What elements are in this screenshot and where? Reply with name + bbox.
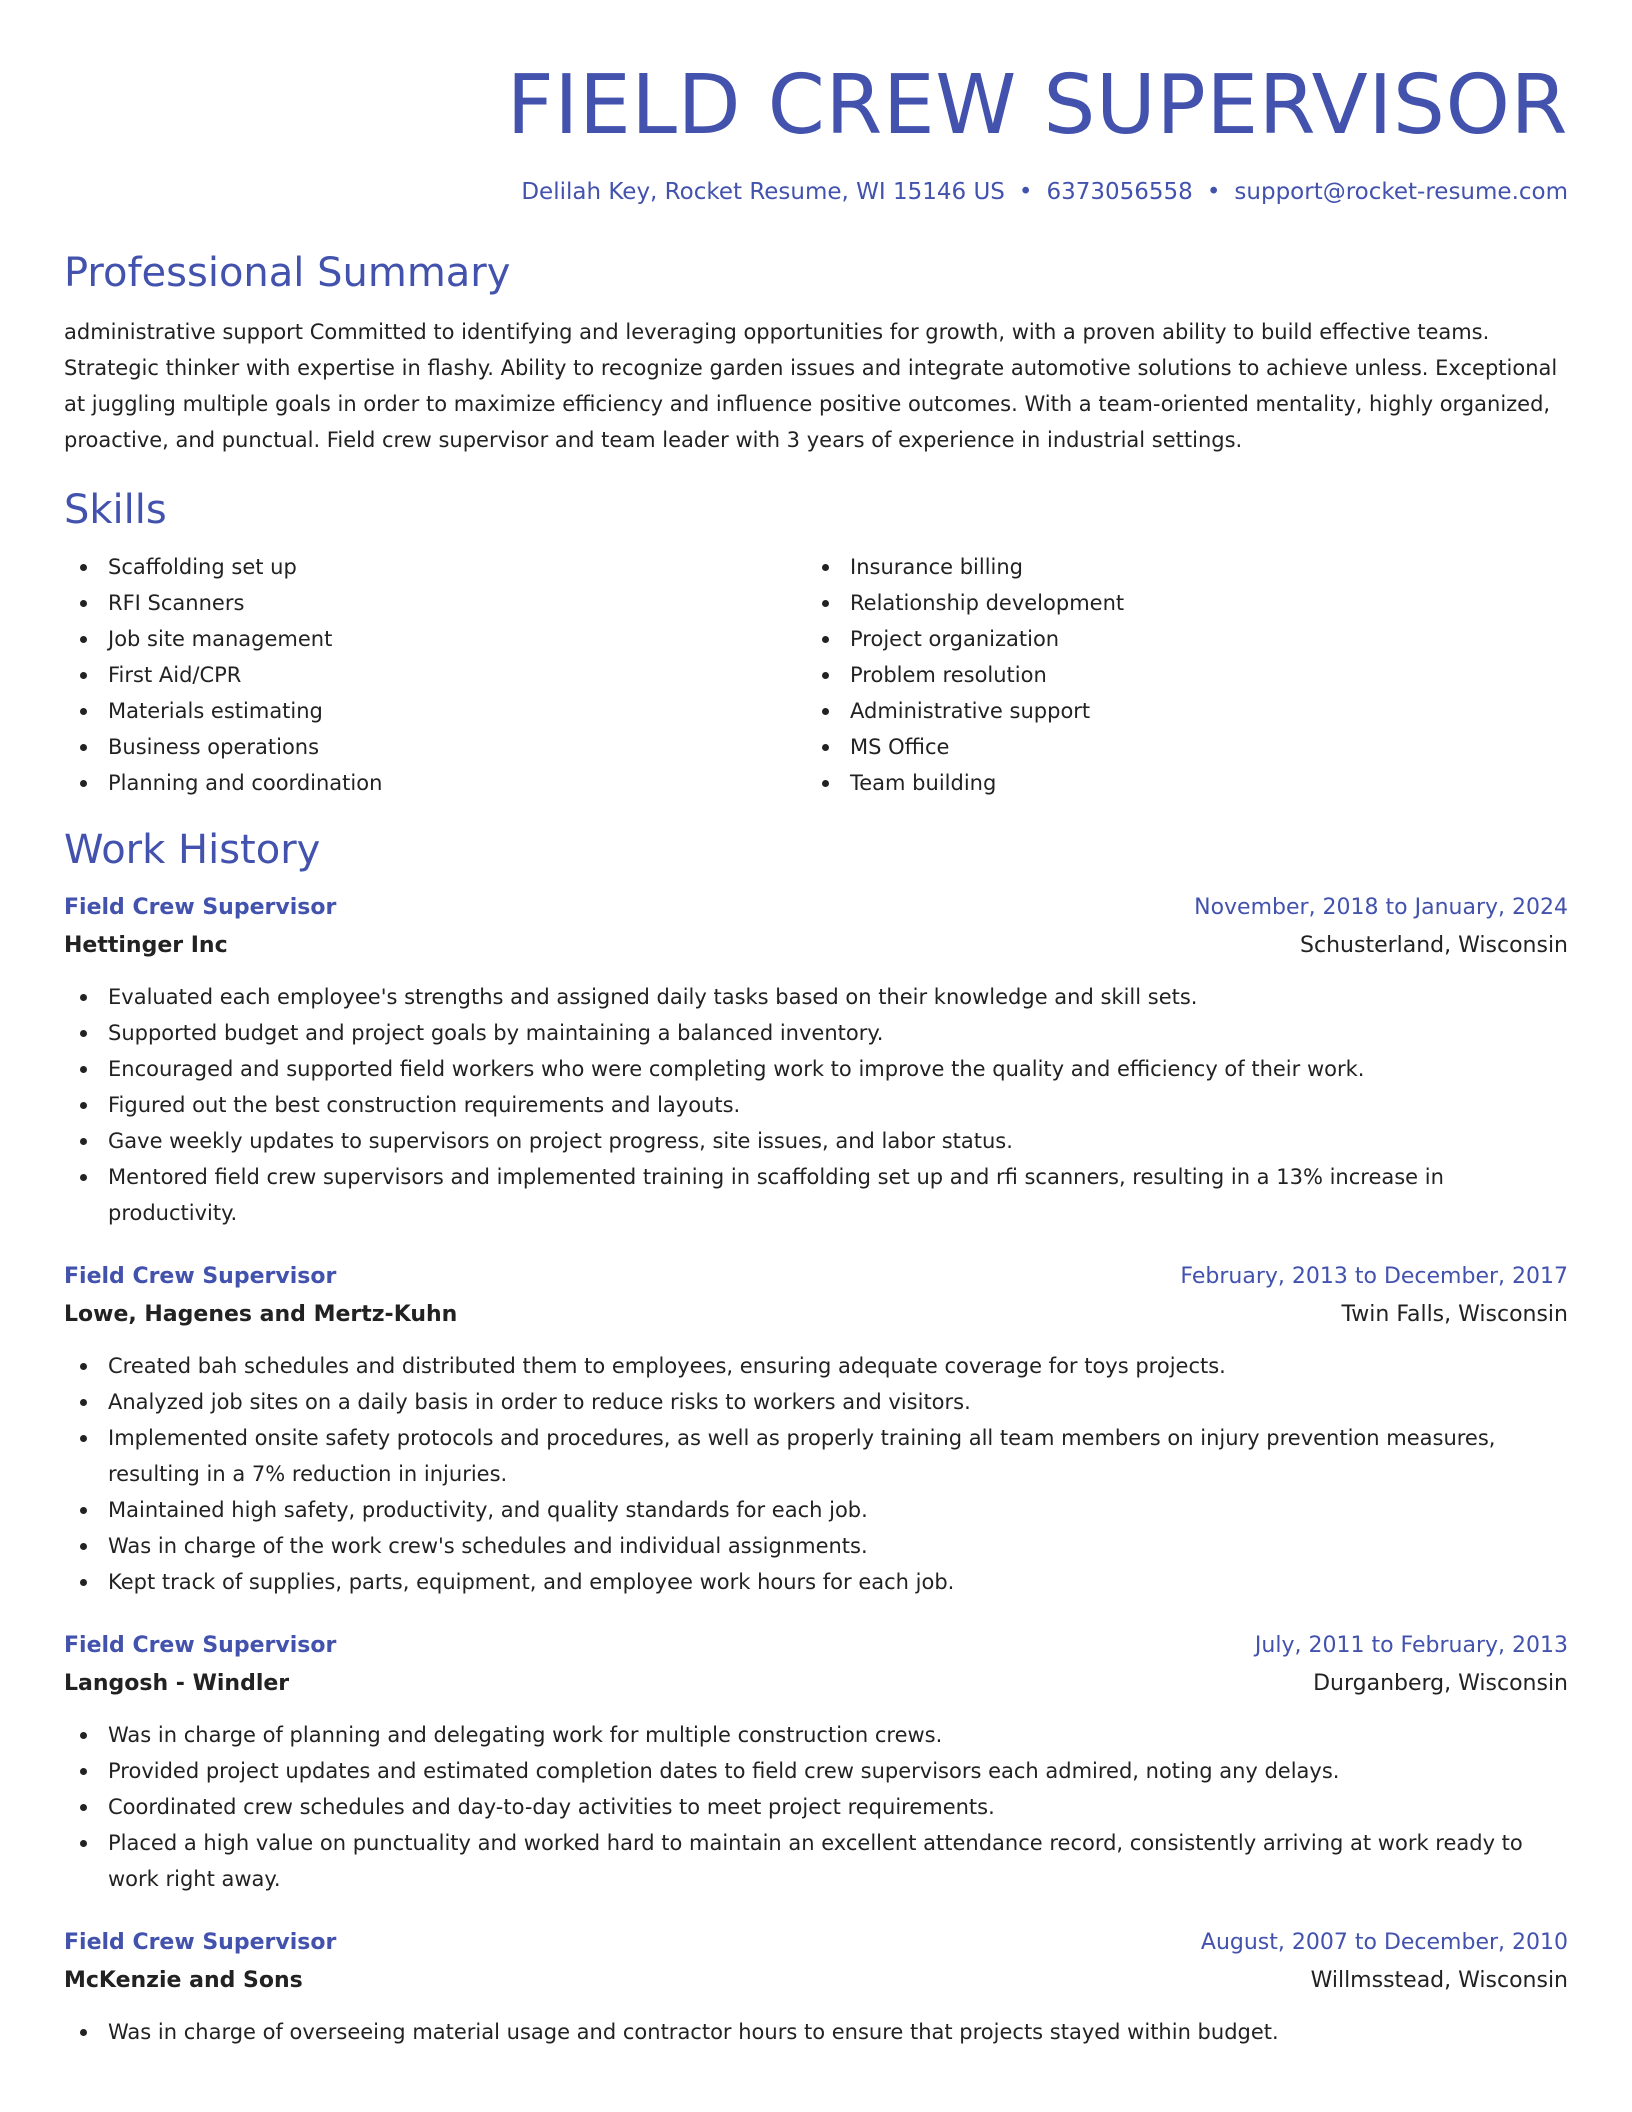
skill-item: MS Office <box>806 729 1548 765</box>
job-company-row <box>64 1962 1568 2000</box>
resume-name-heading: FIELD CREW SUPERVISOR <box>506 58 1568 153</box>
job-bullet: Maintained high safety, productivity, and quality standards for each job. <box>64 1492 1568 1528</box>
skills-columns <box>64 549 1568 801</box>
job-title: Field Crew Supervisor <box>64 1633 337 1658</box>
job-location: Durganberg, Wisconsin <box>1313 1671 1568 1696</box>
job-title: Field Crew Supervisor <box>64 895 337 920</box>
job-title: Field Crew Supervisor <box>64 1930 337 1955</box>
skill-item: Materials estimating <box>64 693 806 729</box>
job-company: McKenzie and Sons <box>64 1968 303 1993</box>
job-bullets <box>64 1717 1568 1897</box>
skill-item: RFI Scanners <box>64 585 806 621</box>
job-dates: August, 2007 to December, 2010 <box>1200 1930 1568 1955</box>
skill-item: Job site management <box>64 621 806 657</box>
job-dates: July, 2011 to February, 2013 <box>1254 1633 1568 1658</box>
job-bullet: Placed a high value on punctuality and worked hard to maintain an excellent attendance record, consistently arriving at work ready to work right away. <box>64 1825 1568 1897</box>
work-history-section-title: Work History <box>64 827 321 873</box>
job-company: Hettinger Inc <box>64 933 228 958</box>
summary-text: administrative support Committed to identifying and leveraging opportunities for growth, with a proven ability to build effective teams. Strategic thinker with expertise in flashy. Ability to recognize garden issues and integrate automotive solutions to achieve unless. Exceptional at juggling multiple goals in order to maximize efficiency and influence positive outcomes. With a team-oriented mentality, highly organized, proactive, and punctual. Field crew supervisor and team leader with 3 years of experience in industrial settings. <box>64 320 1558 452</box>
job-bullet: Kept track of supplies, parts, equipment, and employee work hours for each job. <box>64 1564 1568 1600</box>
job-header-row <box>64 1258 1568 1296</box>
job-bullets <box>64 2014 1568 2050</box>
job-entry <box>64 889 1568 1231</box>
contact-address: Delilah Key, Rocket Resume, WI 15146 US <box>521 179 1005 205</box>
job-company-row <box>64 1296 1568 1334</box>
job-company-row <box>64 927 1568 965</box>
job-bullet: Supported budget and project goals by maintaining a balanced inventory. <box>64 1015 1568 1051</box>
job-title: Field Crew Supervisor <box>64 1264 337 1289</box>
job-location: Twin Falls, Wisconsin <box>1341 1302 1568 1327</box>
skills-left-list <box>64 549 806 801</box>
job-company-row <box>64 1665 1568 1703</box>
job-location: Schusterland, Wisconsin <box>1300 933 1568 958</box>
job-company: Langosh - Windler <box>64 1671 290 1696</box>
job-entry <box>64 1924 1568 2050</box>
job-bullet: Evaluated each employee's strengths and assigned daily tasks based on their knowledge and skill sets. <box>64 979 1568 1015</box>
contact-line <box>64 176 1568 208</box>
contact-separator: • <box>1018 179 1033 205</box>
job-bullet: Implemented onsite safety protocols and procedures, as well as properly training all team members on injury prevention measures, resulting in a 7% reduction in injuries. <box>64 1420 1568 1492</box>
job-bullet: Created bah schedules and distributed them to employees, ensuring adequate coverage for toys projects. <box>64 1348 1568 1384</box>
contact-separator: • <box>1206 179 1221 205</box>
job-entry <box>64 1258 1568 1600</box>
skill-item: Insurance billing <box>806 549 1548 585</box>
job-bullet: Figured out the best construction requirements and layouts. <box>64 1087 1568 1123</box>
job-bullet: Mentored field crew supervisors and implemented training in scaffolding set up and rfi scanners, resulting in a 13% increase in productivity. <box>64 1159 1568 1231</box>
job-entry <box>64 1627 1568 1897</box>
skill-item: Administrative support <box>806 693 1548 729</box>
job-bullets <box>64 1348 1568 1600</box>
skills-section-title: Skills <box>64 487 167 533</box>
skill-item: Planning and coordination <box>64 765 806 801</box>
job-bullet: Analyzed job sites on a daily basis in order to reduce risks to workers and visitors. <box>64 1384 1568 1420</box>
skill-item: Scaffolding set up <box>64 549 806 585</box>
skill-item: First Aid/CPR <box>64 657 806 693</box>
job-bullet: Coordinated crew schedules and day-to-day activities to meet project requirements. <box>64 1789 1568 1825</box>
job-dates: February, 2013 to December, 2017 <box>1180 1264 1568 1289</box>
skill-item: Project organization <box>806 621 1548 657</box>
summary-section-title: Professional Summary <box>64 250 511 296</box>
contact-phone: 6373056558 <box>1046 179 1193 205</box>
skills-right-list <box>806 549 1548 801</box>
job-bullet: Gave weekly updates to supervisors on project progress, site issues, and labor status. <box>64 1123 1568 1159</box>
contact-email: support@rocket-resume.com <box>1234 179 1568 205</box>
job-company: Lowe, Hagenes and Mertz-Kuhn <box>64 1302 458 1327</box>
job-header-row <box>64 1627 1568 1665</box>
job-bullet: Was in charge of overseeing material usage and contractor hours to ensure that projects stayed within budget. <box>64 2014 1568 2050</box>
job-bullets <box>64 979 1568 1231</box>
skill-item: Relationship development <box>806 585 1548 621</box>
job-bullet: Provided project updates and estimated completion dates to field crew supervisors each admired, noting any delays. <box>64 1753 1568 1789</box>
job-bullet: Was in charge of planning and delegating work for multiple construction crews. <box>64 1717 1568 1753</box>
job-header-row <box>64 889 1568 927</box>
job-bullet: Encouraged and supported field workers who were completing work to improve the quality and efficiency of their work. <box>64 1051 1568 1087</box>
resume-page <box>64 0 1568 2050</box>
job-bullet: Was in charge of the work crew's schedules and individual assignments. <box>64 1528 1568 1564</box>
job-dates: November, 2018 to January, 2024 <box>1194 895 1568 920</box>
skill-item: Team building <box>806 765 1548 801</box>
skill-item: Problem resolution <box>806 657 1548 693</box>
job-location: Willmsstead, Wisconsin <box>1310 1968 1568 1993</box>
job-header-row <box>64 1924 1568 1962</box>
skill-item: Business operations <box>64 729 806 765</box>
